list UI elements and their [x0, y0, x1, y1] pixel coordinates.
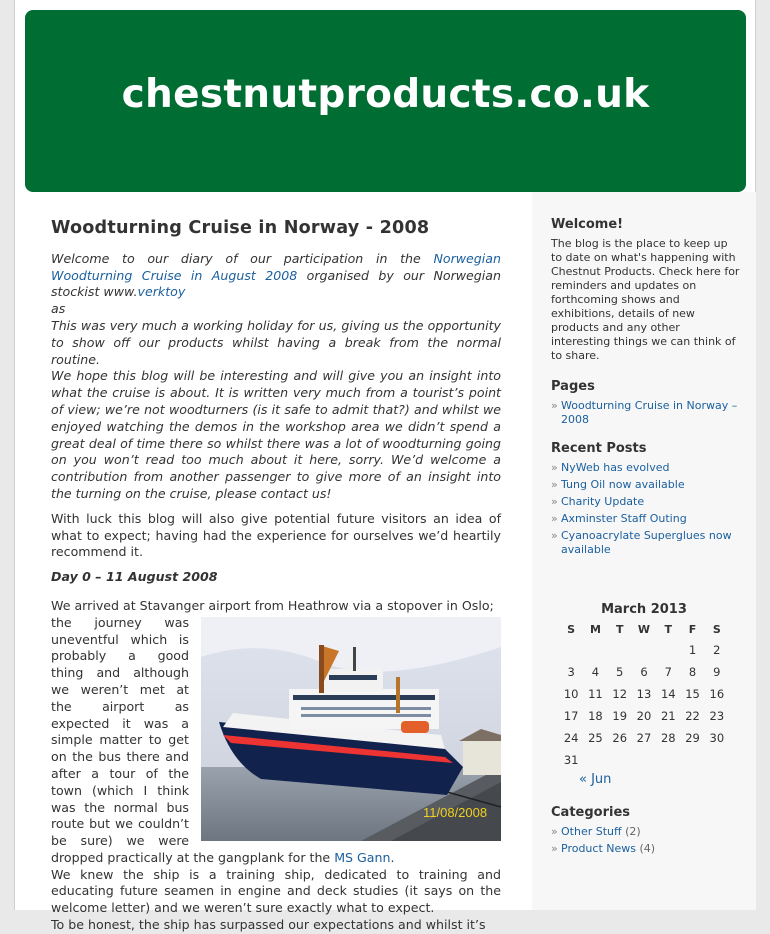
calendar-day: 1: [688, 643, 697, 657]
calendar-day: [632, 639, 656, 661]
calendar-day: 3: [567, 665, 575, 679]
intro-text-2: organised by our Norwegian stockist www.: [51, 267, 501, 300]
calendar-prev-link[interactable]: « Jun: [579, 772, 612, 787]
calendar-week: [559, 639, 729, 661]
categories-list: [551, 825, 741, 856]
calendar-day: [656, 639, 680, 661]
arrival-paragraph: [51, 615, 501, 934]
bullet-icon: »: [551, 512, 558, 525]
calendar-day: 14: [660, 687, 676, 701]
welcome-text: The blog is the place to keep up to date on what's happening with Chestnut Products. Check here for reminders and updates on forthcoming shows and exhibitions, details of new products and any other interesting things we can think of to share.: [551, 237, 740, 362]
calendar-day: [608, 749, 632, 771]
recent-posts-list: [551, 461, 741, 557]
calendar-day: 23: [709, 709, 725, 723]
calendar-day: 4: [591, 665, 600, 679]
list-item: [551, 478, 741, 492]
calendar-day: 21: [660, 709, 676, 723]
calendar-day: 12: [612, 687, 628, 701]
calendar-day: 25: [588, 731, 603, 745]
sidebar-inner: [551, 218, 741, 859]
calendar-day: [680, 749, 704, 771]
ship-paragraph: We knew the ship is a training ship, dedicated to training and educating future seamen in engine and deck studies (it says on the welcome letter) and we weren’t sure exactly what to expect.: [51, 866, 501, 916]
page-link[interactable]: Woodturning Cruise in Norway – 2008: [561, 399, 738, 426]
calendar-day: 22: [685, 709, 700, 723]
recent-post-link[interactable]: NyWeb has evolved: [561, 461, 670, 474]
post-content: [51, 220, 501, 934]
calendar-header-row: [559, 621, 729, 639]
calendar: [559, 603, 729, 787]
calendar-day-header: S: [712, 623, 721, 636]
photo-date-stamp: 11/08/2008: [423, 804, 488, 820]
calendar-day: 20: [636, 709, 652, 723]
calendar-body: [559, 639, 729, 771]
arrival-period: .: [390, 849, 395, 865]
recent-posts-title: Recent Posts: [551, 441, 647, 456]
calendar-day: 15: [685, 687, 700, 701]
calendar-day: [705, 749, 729, 771]
intro-hope: We hope this blog will be interesting and will give you an insight into what the cruise is about. It is written very much from a tourist’s point of view; we’re not woodturners (is it safe to admit that?) and whilst we enjoyed watching the demos in the workshop area we didn’t spend a great deal of time there so whilst there was a lot of woodturning going on you won’t read too much about it here, sorry. We’d welcome a contribution from another passenger to give more of an insight into the turning on the cruise, please contact us!: [51, 368, 501, 501]
calendar-day: [656, 749, 680, 771]
calendar-day: 17: [563, 709, 579, 723]
day-heading: Day 0 – 11 August 2008: [51, 569, 218, 585]
list-item: [551, 399, 741, 427]
bullet-icon: »: [551, 478, 558, 491]
intro-text-3: as: [51, 301, 66, 317]
categories-title: Categories: [551, 805, 631, 820]
calendar-week: [559, 661, 729, 683]
list-item: [551, 461, 741, 475]
calendar-day: [583, 639, 607, 661]
calendar-day: 27: [636, 731, 652, 745]
post-title[interactable]: Woodturning Cruise in Norway - 2008: [51, 218, 430, 238]
bullet-icon: »: [551, 495, 558, 508]
category-link[interactable]: Product News: [561, 842, 636, 855]
bullet-icon: »: [551, 842, 558, 855]
list-item: [551, 529, 741, 557]
calendar-day: 6: [640, 665, 648, 679]
welcome-title: Welcome!: [551, 217, 624, 232]
calendar-day-header: T: [664, 623, 673, 636]
bullet-icon: »: [551, 825, 558, 838]
calendar-day: 13: [636, 687, 652, 701]
calendar-day: 26: [612, 731, 628, 745]
calendar-day: 2: [713, 643, 721, 657]
ms-gann-link[interactable]: MS Gann: [334, 849, 391, 865]
calendar-day: 28: [660, 731, 676, 745]
arrival-text: the journey was uneventful which is probably a good thing and although we weren’t met at the airport as expected it was a simple matter to get on the bus there and after a tour of the town (which I think was the normal bus route but we couldn’t be sure) we were dropped practically at the gangplank for the: [51, 614, 335, 865]
calendar-day-header: T: [615, 623, 624, 636]
pages-list: [551, 399, 741, 427]
list-item: [551, 512, 741, 526]
category-count: (2): [625, 825, 641, 838]
calendar-week: [559, 727, 729, 749]
calendar-day: 18: [588, 709, 603, 723]
calendar-day: 11: [588, 687, 603, 701]
recent-post-link[interactable]: Tung Oil now available: [561, 478, 685, 491]
bullet-icon: »: [551, 399, 558, 412]
page: [14, 0, 756, 933]
calendar-day: [608, 639, 632, 661]
calendar-day: 31: [563, 753, 579, 767]
calendar-day: 10: [563, 687, 579, 701]
calendar-day: 24: [563, 731, 579, 745]
honest-paragraph: To be honest, the ship has surpassed our expectations and whilst it’s: [51, 917, 486, 933]
intro-paragraph: [51, 251, 501, 503]
calendar-caption: March 2013: [601, 602, 687, 617]
category-link[interactable]: Other Stuff: [561, 825, 622, 838]
calendar-week: [559, 749, 729, 771]
list-item: [551, 842, 741, 856]
ship-photo[interactable]: [201, 617, 501, 841]
calendar-day: [632, 749, 656, 771]
blog-header: [25, 10, 746, 192]
calendar-day: 8: [688, 665, 697, 679]
arrival-first-line: We arrived at Stavanger airport from Heathrow via a stopover in Oslo;: [51, 597, 494, 613]
calendar-day: 5: [616, 665, 624, 679]
calendar-day: 19: [612, 709, 628, 723]
list-item: [551, 495, 741, 509]
calendar-day-header: M: [589, 623, 601, 636]
recent-post-link[interactable]: Axminster Staff Outing: [561, 512, 687, 525]
calendar-day: 7: [664, 665, 672, 679]
bullet-icon: »: [551, 529, 558, 542]
list-item: [551, 825, 741, 839]
calendar-day: [583, 749, 607, 771]
sidebar: [532, 192, 756, 910]
recent-post-link[interactable]: Cyanoacrylate Superglues now available: [561, 529, 732, 556]
luck-paragraph: With luck this blog will also give potential future visitors an idea of what to expect; having had the experience for ourselves we’d heartily recommend it.: [51, 510, 501, 560]
calendar-day-header: S: [567, 623, 576, 636]
calendar-day: 29: [685, 731, 700, 745]
calendar-week: [559, 683, 729, 705]
recent-post-link[interactable]: Charity Update: [561, 495, 645, 508]
calendar-day: 16: [709, 687, 725, 701]
pages-title: Pages: [551, 379, 595, 394]
calendar-day-header: F: [688, 623, 697, 636]
calendar-day-header: W: [637, 623, 651, 636]
bullet-icon: »: [551, 461, 558, 474]
category-count: (4): [639, 842, 656, 855]
calendar-table: [559, 621, 729, 771]
intro-text: Welcome to our diary of our participation in the: [51, 250, 434, 266]
calendar-day: [559, 639, 583, 661]
calendar-day: 30: [709, 731, 725, 745]
cruise-link[interactable]: Norwegian Woodturning Cruise in August 2008: [51, 250, 501, 283]
calendar-week: [559, 705, 729, 727]
verktoy-link[interactable]: verktoy: [137, 284, 186, 300]
blog-title[interactable]: chestnutproducts.co.uk: [121, 72, 650, 117]
intro-working-holiday: This was very much a working holiday for us, giving us the opportunity to show off our products whilst having a break from the normal routine.: [51, 317, 501, 367]
calendar-day: 9: [713, 665, 721, 679]
